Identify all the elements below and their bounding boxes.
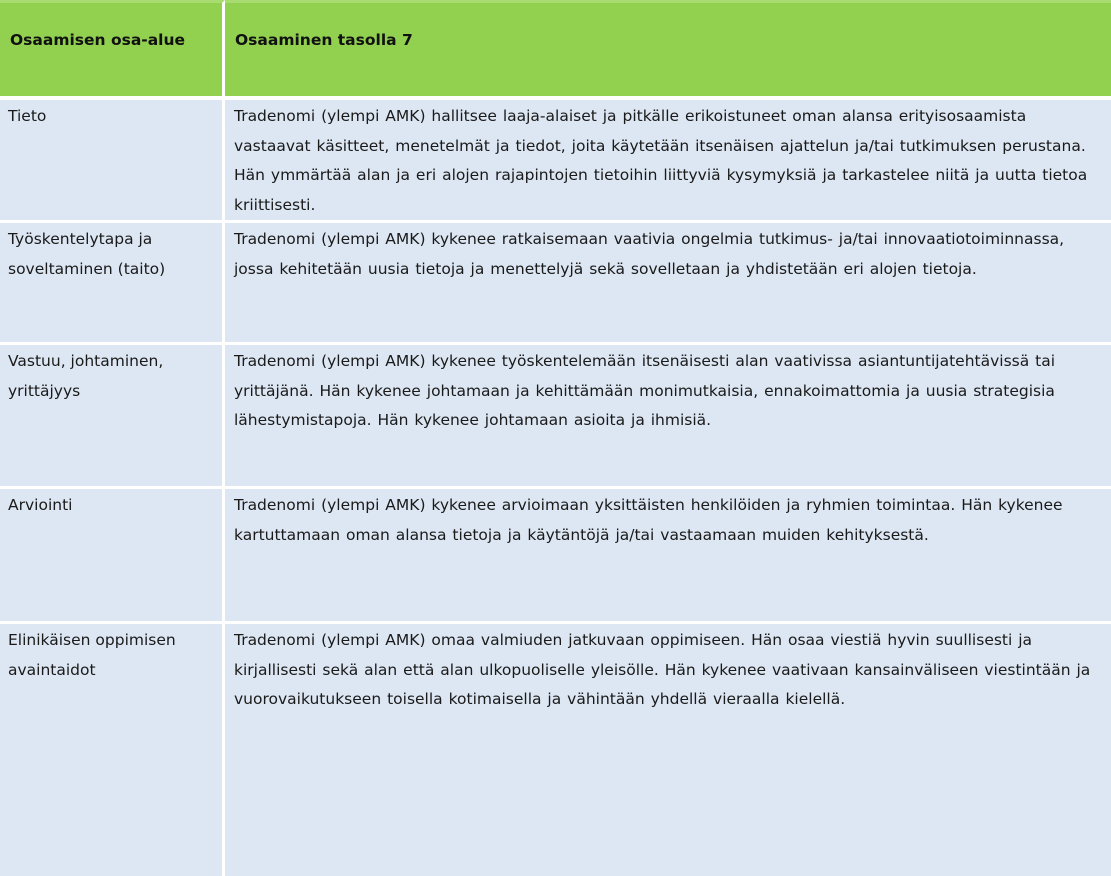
row-area: Elinikäisen oppimisen avaintaidot (0, 624, 225, 876)
row-description: Tradenomi (ylempi AMK) kykenee arvioimaan yksittäisten henkilöiden ja ryhmien toimintaa. Hän kykenee kartuttamaan oman alansa tietoja ja käytäntöjä ja/tai vastaamaan muiden kehityksestä. (225, 489, 1111, 624)
row-area: Arviointi (0, 489, 225, 624)
header-row (0, 0, 1111, 100)
row-description: Tradenomi (ylempi AMK) hallitsee laaja-alaiset ja pitkälle erikoistuneet oman alansa erityisosaamista vastaavat käsitteet, menetelmät ja tiedot, joita käytetään itsenäisen ajattelun ja/tai tutkimuksen perustana. Hän ymmärtää alan ja eri alojen rajapintojen tietoihin liittyviä kysymyksiä ja tarkastelee niitä ja uutta tietoa kriittisesti. (225, 100, 1111, 223)
row-area: Vastuu, johtaminen, yrittäjyys (0, 345, 225, 489)
table-row (0, 624, 1111, 876)
table-row (0, 100, 1111, 223)
row-area: Työskentelytapa ja soveltaminen (taito) (0, 223, 225, 345)
row-description: Tradenomi (ylempi AMK) kykenee ratkaisemaan vaativia ongelmia tutkimus- ja/tai innovaatiotoiminnassa, jossa kehitetään uusia tietoja ja menettelyjä sekä sovelletaan ja yhdistetään eri alojen tietoja. (225, 223, 1111, 345)
row-description: Tradenomi (ylempi AMK) kykenee työskentelemään itsenäisesti alan vaativissa asiantuntijatehtävissä tai yrittäjänä. Hän kykenee johtamaan ja kehittämään monimutkaisia, ennakoimattomia ja uusia strategisia lähestymistapoja. Hän kykenee johtamaan asioita ja ihmisiä. (225, 345, 1111, 489)
table-row (0, 489, 1111, 624)
table-row (0, 345, 1111, 489)
row-area: Tieto (0, 100, 225, 223)
header-competence: Osaaminen tasolla 7 (225, 0, 1111, 100)
header-area: Osaamisen osa-alue (0, 0, 225, 100)
row-description: Tradenomi (ylempi AMK) omaa valmiuden jatkuvaan oppimiseen. Hän osaa viestiä hyvin suullisesti ja kirjallisesti sekä alan että alan ulkopuoliselle yleisölle. Hän kykenee vaativaan kansainväliseen viestintään ja vuorovaikutukseen toisella kotimaisella ja vähintään yhdellä vieraalla kielellä. (225, 624, 1111, 876)
table-row (0, 223, 1111, 345)
